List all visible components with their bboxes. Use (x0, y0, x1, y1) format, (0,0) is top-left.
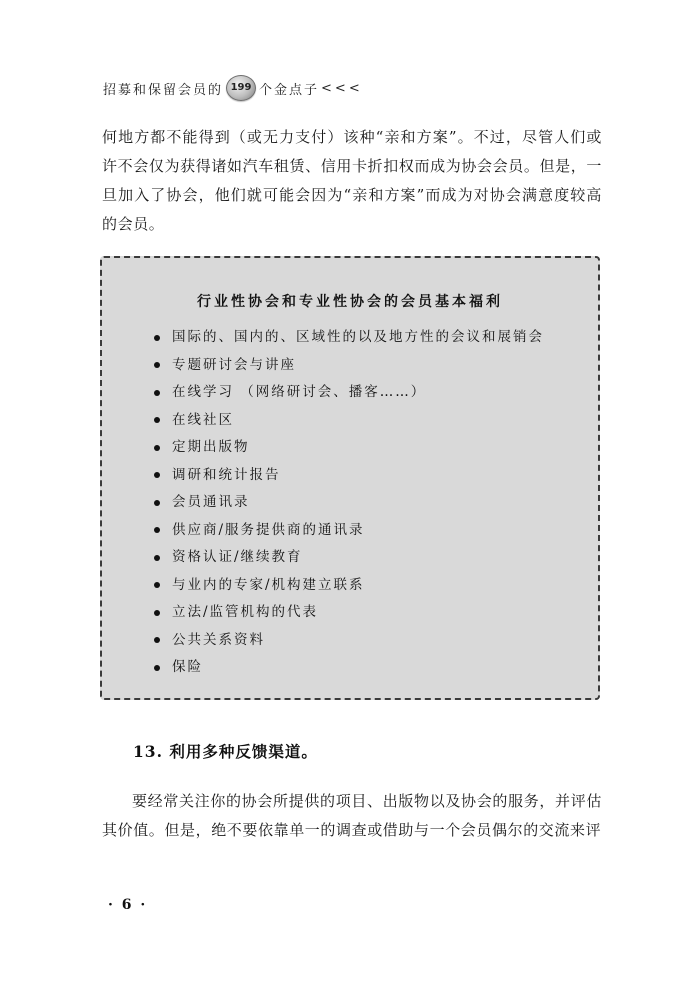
list-item-text: 国际的、国内的、区域性的以及地方性的会议和展销会 (172, 329, 544, 345)
bullet-icon (154, 500, 160, 506)
list-item-text: 会员通讯录 (172, 494, 250, 510)
list-item (154, 352, 544, 380)
list-item-text: 在线社区 (172, 411, 234, 428)
list-item (154, 572, 544, 600)
list-item-text: 立法/监管机构的代表 (172, 604, 319, 620)
header-book-title: 招募和保留会员的 (103, 82, 224, 98)
list-item (154, 654, 544, 682)
list-item (154, 462, 544, 490)
list-item (154, 627, 544, 655)
body-paragraph: 要经常关注你的协会所提供的项目、出版物以及协会的服务，并评估其价值。但是，绝不要依靠单一的调查或借助与一个会员偶尔的交流来评 (102, 792, 602, 839)
section-heading: 13. 利用多种反馈渠道。 (133, 742, 318, 761)
header-number-badge: 199 (226, 75, 256, 101)
bullet-icon (154, 527, 160, 533)
list-item-text: 保险 (172, 659, 203, 675)
header-arrows: <<< (321, 80, 363, 96)
list-item-text: 调研和统计报告 (172, 466, 281, 483)
bullet-icon (154, 610, 160, 616)
header-book-title-end: 个金点子 (259, 82, 320, 98)
list-item (154, 434, 544, 462)
list-item (154, 489, 544, 517)
list-item (154, 324, 544, 352)
bullet-icon (154, 390, 160, 396)
bullet-icon (154, 555, 160, 561)
list-item-text: 公共关系资料 (172, 631, 265, 648)
bullet-icon (154, 362, 160, 368)
bullet-icon (154, 472, 160, 478)
page-number: · 6 · (108, 897, 148, 913)
bullet-icon (154, 582, 160, 588)
list-item (154, 379, 544, 407)
bullet-icon (154, 335, 160, 341)
benefits-list (154, 324, 544, 682)
list-item (154, 407, 544, 435)
running-header (103, 74, 363, 102)
list-item-text: 供应商/服务提供商的通讯录 (172, 521, 365, 538)
bullet-icon (154, 417, 160, 423)
list-item-text: 在线学习 （网络研讨会、播客……） (172, 384, 427, 400)
bullet-icon (154, 445, 160, 451)
bullet-icon (154, 665, 160, 671)
list-item (154, 599, 544, 627)
list-item-text: 定期出版物 (172, 439, 250, 455)
benefits-box (100, 256, 600, 700)
list-item-text: 与业内的专家/机构建立联系 (172, 576, 365, 593)
body-paragraph: 何地方都不能得到（或无力支付）该种“亲和方案”。不过，尽管人们或许不会仅为获得诸如汽车租赁、信用卡折扣权而成为协会会员。但是，一旦加入了协会，他们就可能会因为“亲和方案”而成为对协会满意度较高的会员。 (102, 128, 602, 233)
box-title: 行业性协会和专业性协会的会员基本福利 (197, 294, 503, 310)
list-item-text: 资格认证/继续教育 (172, 549, 303, 565)
list-item (154, 517, 544, 545)
bullet-icon (154, 637, 160, 643)
list-item (154, 544, 544, 572)
list-item-text: 专题研讨会与讲座 (172, 356, 296, 373)
